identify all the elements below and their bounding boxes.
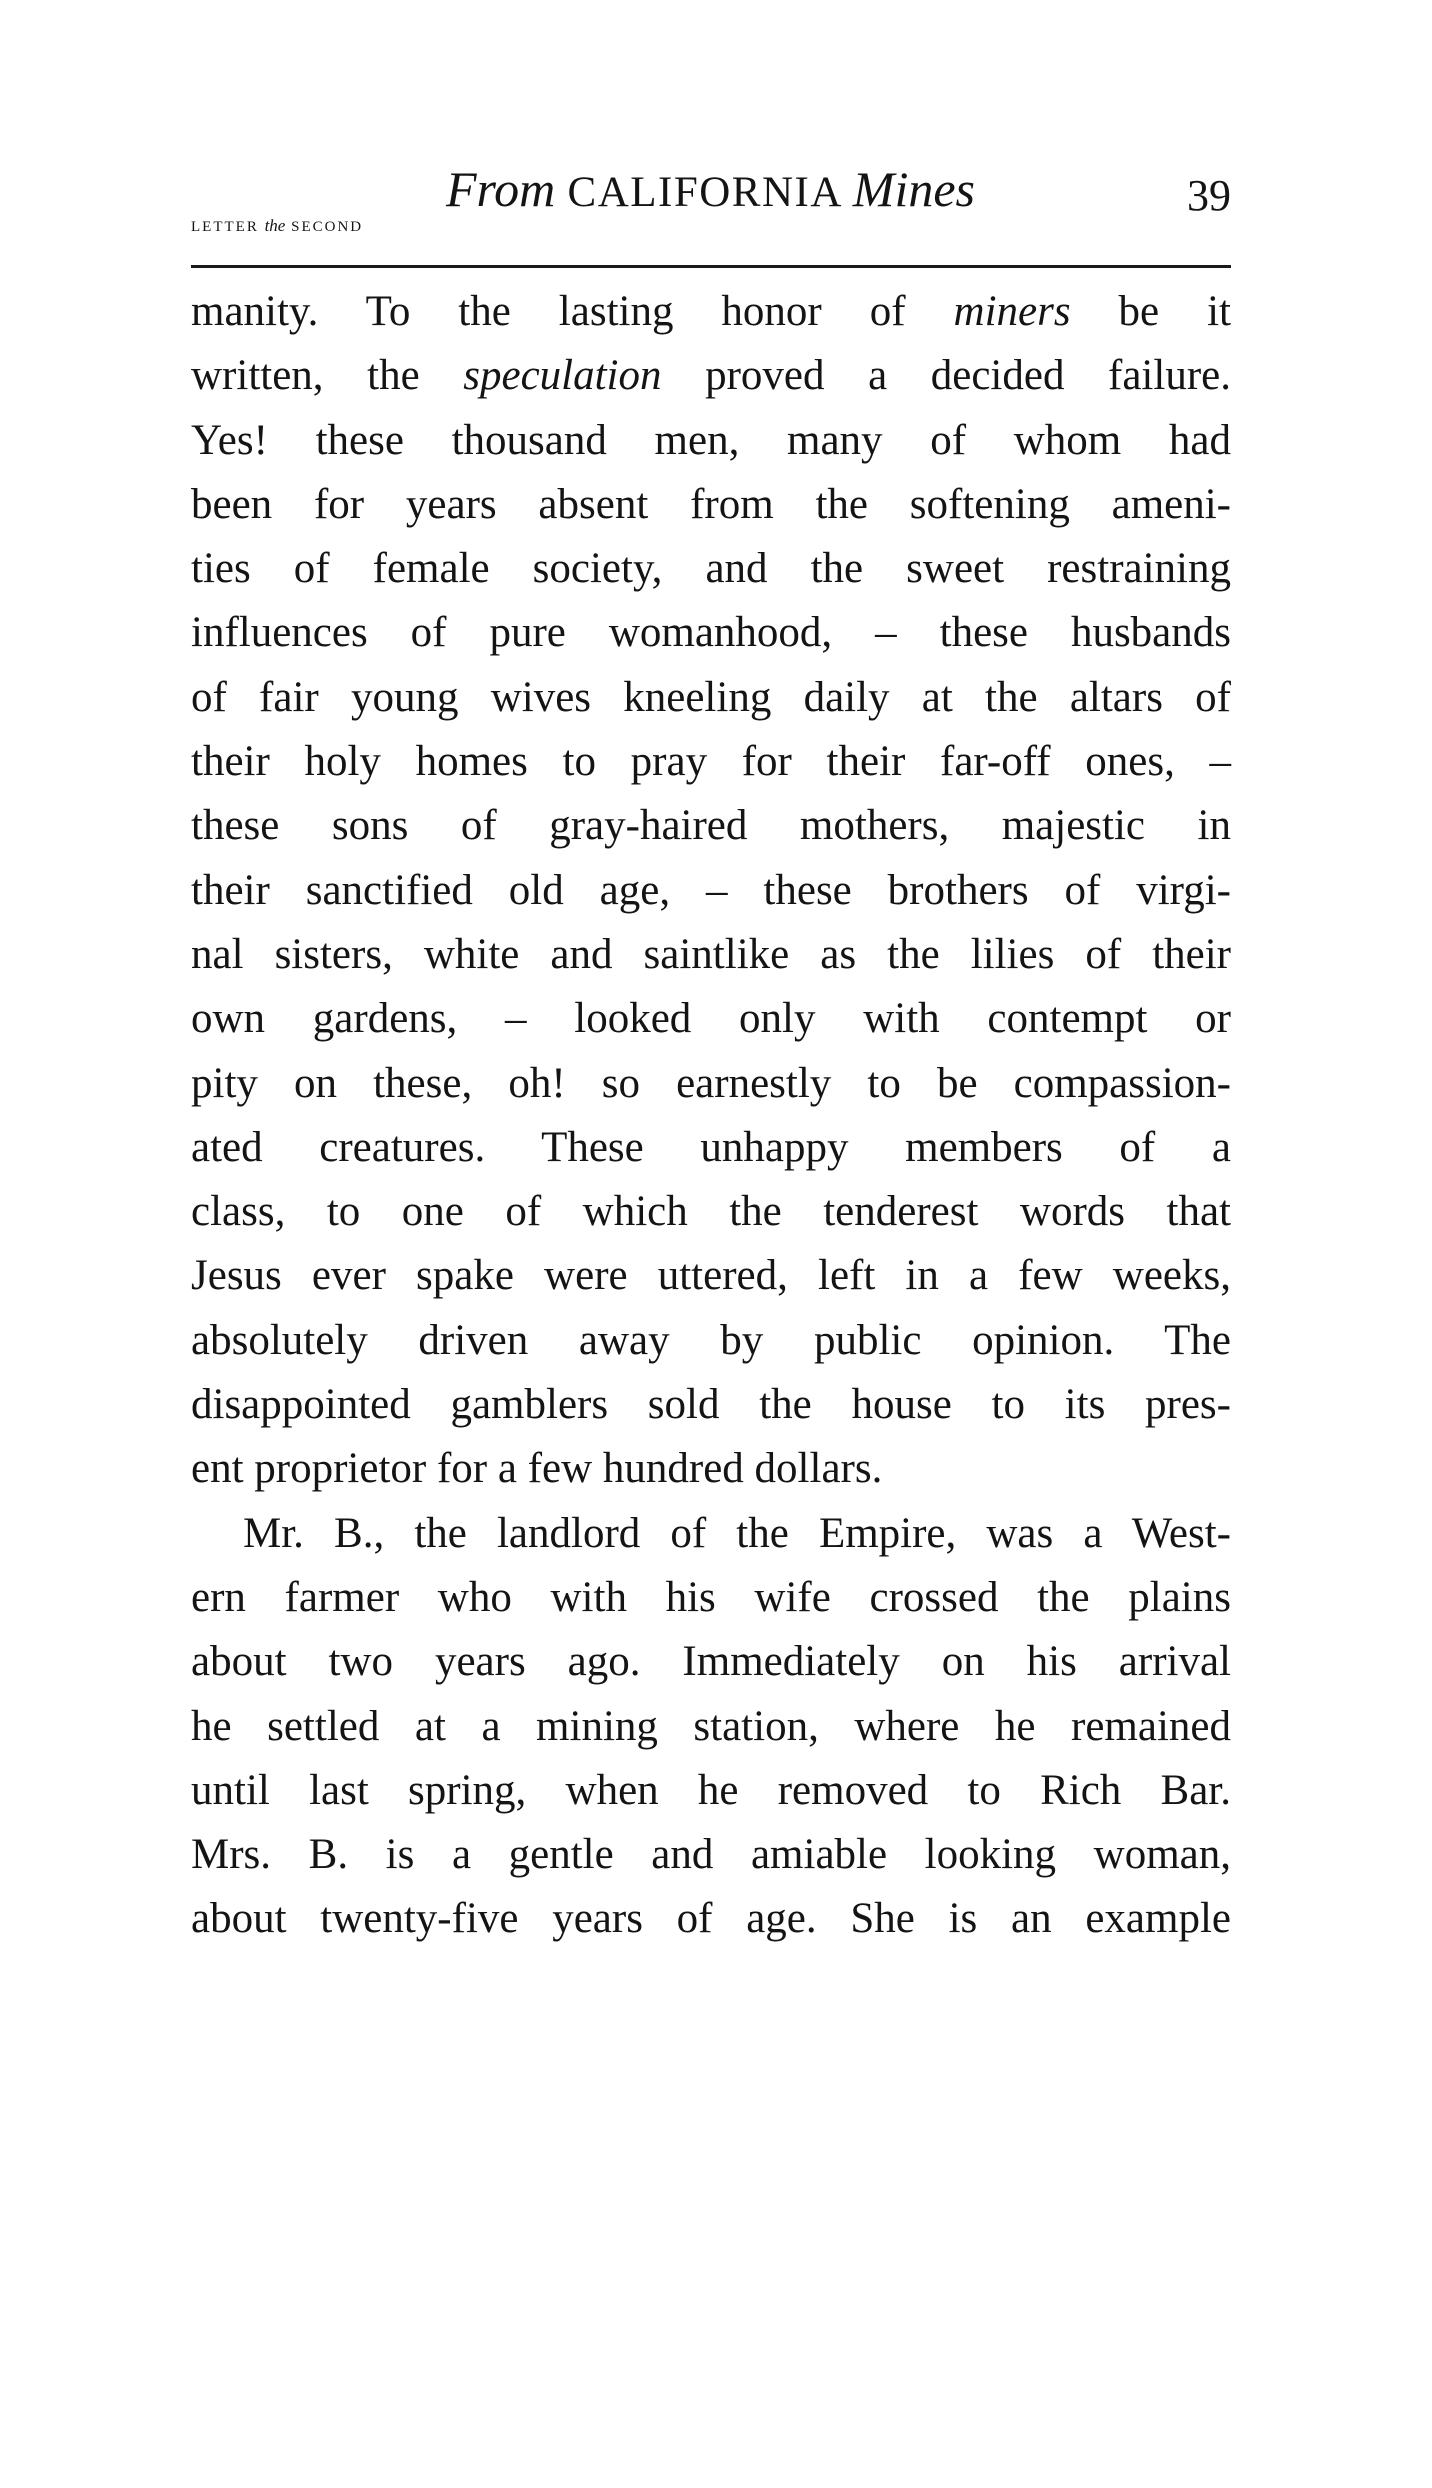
text-run: influences of pure womanhood, – these husbands: [191, 609, 1231, 657]
text-run: Jesus ever spake were uttered, left in a few weeks,: [191, 1252, 1231, 1300]
rh-the-word: the: [264, 216, 286, 235]
text-line: [191, 730, 1231, 794]
text-line: [191, 1502, 1231, 1566]
text-run: Yes! these thousand men, many of whom had: [191, 416, 1231, 464]
text-run: about twenty-five years of age. She is an example: [191, 1895, 1231, 1943]
text-run: he settled at a mining station, where he remained: [191, 1702, 1231, 1750]
text-run: ent proprietor for a few hundred dollars.: [191, 1445, 883, 1493]
text-run: ern farmer who with his wife crossed the plains: [191, 1573, 1231, 1621]
text-run: own gardens, – looked only with contempt or: [191, 995, 1231, 1043]
text-line: [191, 1887, 1231, 1951]
text-line: [191, 473, 1231, 537]
rh-title-mines: Mines: [852, 161, 975, 217]
text-run: manity. To the lasting honor of: [191, 288, 954, 335]
text-run: their sanctified old age, – these brothers of virgi-: [191, 866, 1231, 914]
text-line: [191, 1630, 1231, 1694]
text-line: [191, 1309, 1231, 1373]
running-head-letter-label: [191, 216, 363, 236]
text-line: [191, 1566, 1231, 1630]
rh-title-from: From: [446, 161, 556, 217]
text-line: [191, 409, 1231, 473]
text-run: Mr. B., the landlord of the Empire, was a West-: [243, 1509, 1231, 1557]
text-run: until last spring, when he removed to Rich Bar.: [191, 1766, 1231, 1814]
text-line: [191, 537, 1231, 601]
page-number: 39: [1187, 171, 1231, 220]
body-text: [191, 280, 1231, 1952]
rh-title-california: CALIFORNIA: [567, 169, 841, 216]
text-line: [191, 1116, 1231, 1180]
text-run: pity on these, oh! so earnestly to be compassion-: [191, 1059, 1231, 1107]
text-run: ated creatures. These unhappy members of a: [191, 1123, 1231, 1171]
header-rule: [191, 265, 1231, 268]
text-run: be it: [1070, 288, 1231, 335]
text-run: their holy homes to pray for their far-off ones, –: [191, 738, 1231, 786]
text-line: [191, 1244, 1231, 1308]
text-run: Mrs. B. is a gentle and amiable looking woman,: [191, 1831, 1231, 1879]
text-run: proved a decided failure.: [661, 352, 1231, 400]
text-run: about two years ago. Immediately on his arrival: [191, 1638, 1231, 1686]
text-line: [191, 1437, 1231, 1501]
text-line: [191, 280, 1231, 344]
running-head-title: [446, 160, 975, 218]
text-line: [191, 923, 1231, 987]
text-run: disappointed gamblers sold the house to its pres-: [191, 1381, 1231, 1429]
text-run: of fair young wives kneeling daily at the altars of: [191, 673, 1231, 721]
italic-word: speculation: [463, 352, 662, 400]
text-run: nal sisters, white and saintlike as the lilies of their: [191, 930, 1231, 978]
text-run: class, to one of which the tenderest words that: [191, 1188, 1231, 1236]
text-line: [191, 1180, 1231, 1244]
text-line: [191, 1052, 1231, 1116]
text-line: [191, 601, 1231, 665]
text-run: written, the: [191, 352, 464, 400]
text-line: [191, 1823, 1231, 1887]
text-run: been for years absent from the softening ameni-: [191, 480, 1231, 528]
rh-letter-word: LETTER: [191, 219, 259, 235]
text-line: [191, 1759, 1231, 1823]
text-line: [191, 344, 1231, 408]
text-line: [191, 666, 1231, 730]
text-line: [191, 794, 1231, 858]
text-line: [191, 1695, 1231, 1759]
text-line: [191, 1373, 1231, 1437]
text-run: these sons of gray-haired mothers, majestic in: [191, 802, 1231, 850]
text-line: [191, 987, 1231, 1051]
running-head: [191, 160, 1231, 256]
text-line: [191, 859, 1231, 923]
text-run: ties of female society, and the sweet restraining: [191, 545, 1231, 593]
italic-word: miners: [953, 288, 1071, 335]
text-run: absolutely driven away by public opinion. The: [191, 1316, 1231, 1364]
rh-second-word: SECOND: [291, 219, 364, 235]
